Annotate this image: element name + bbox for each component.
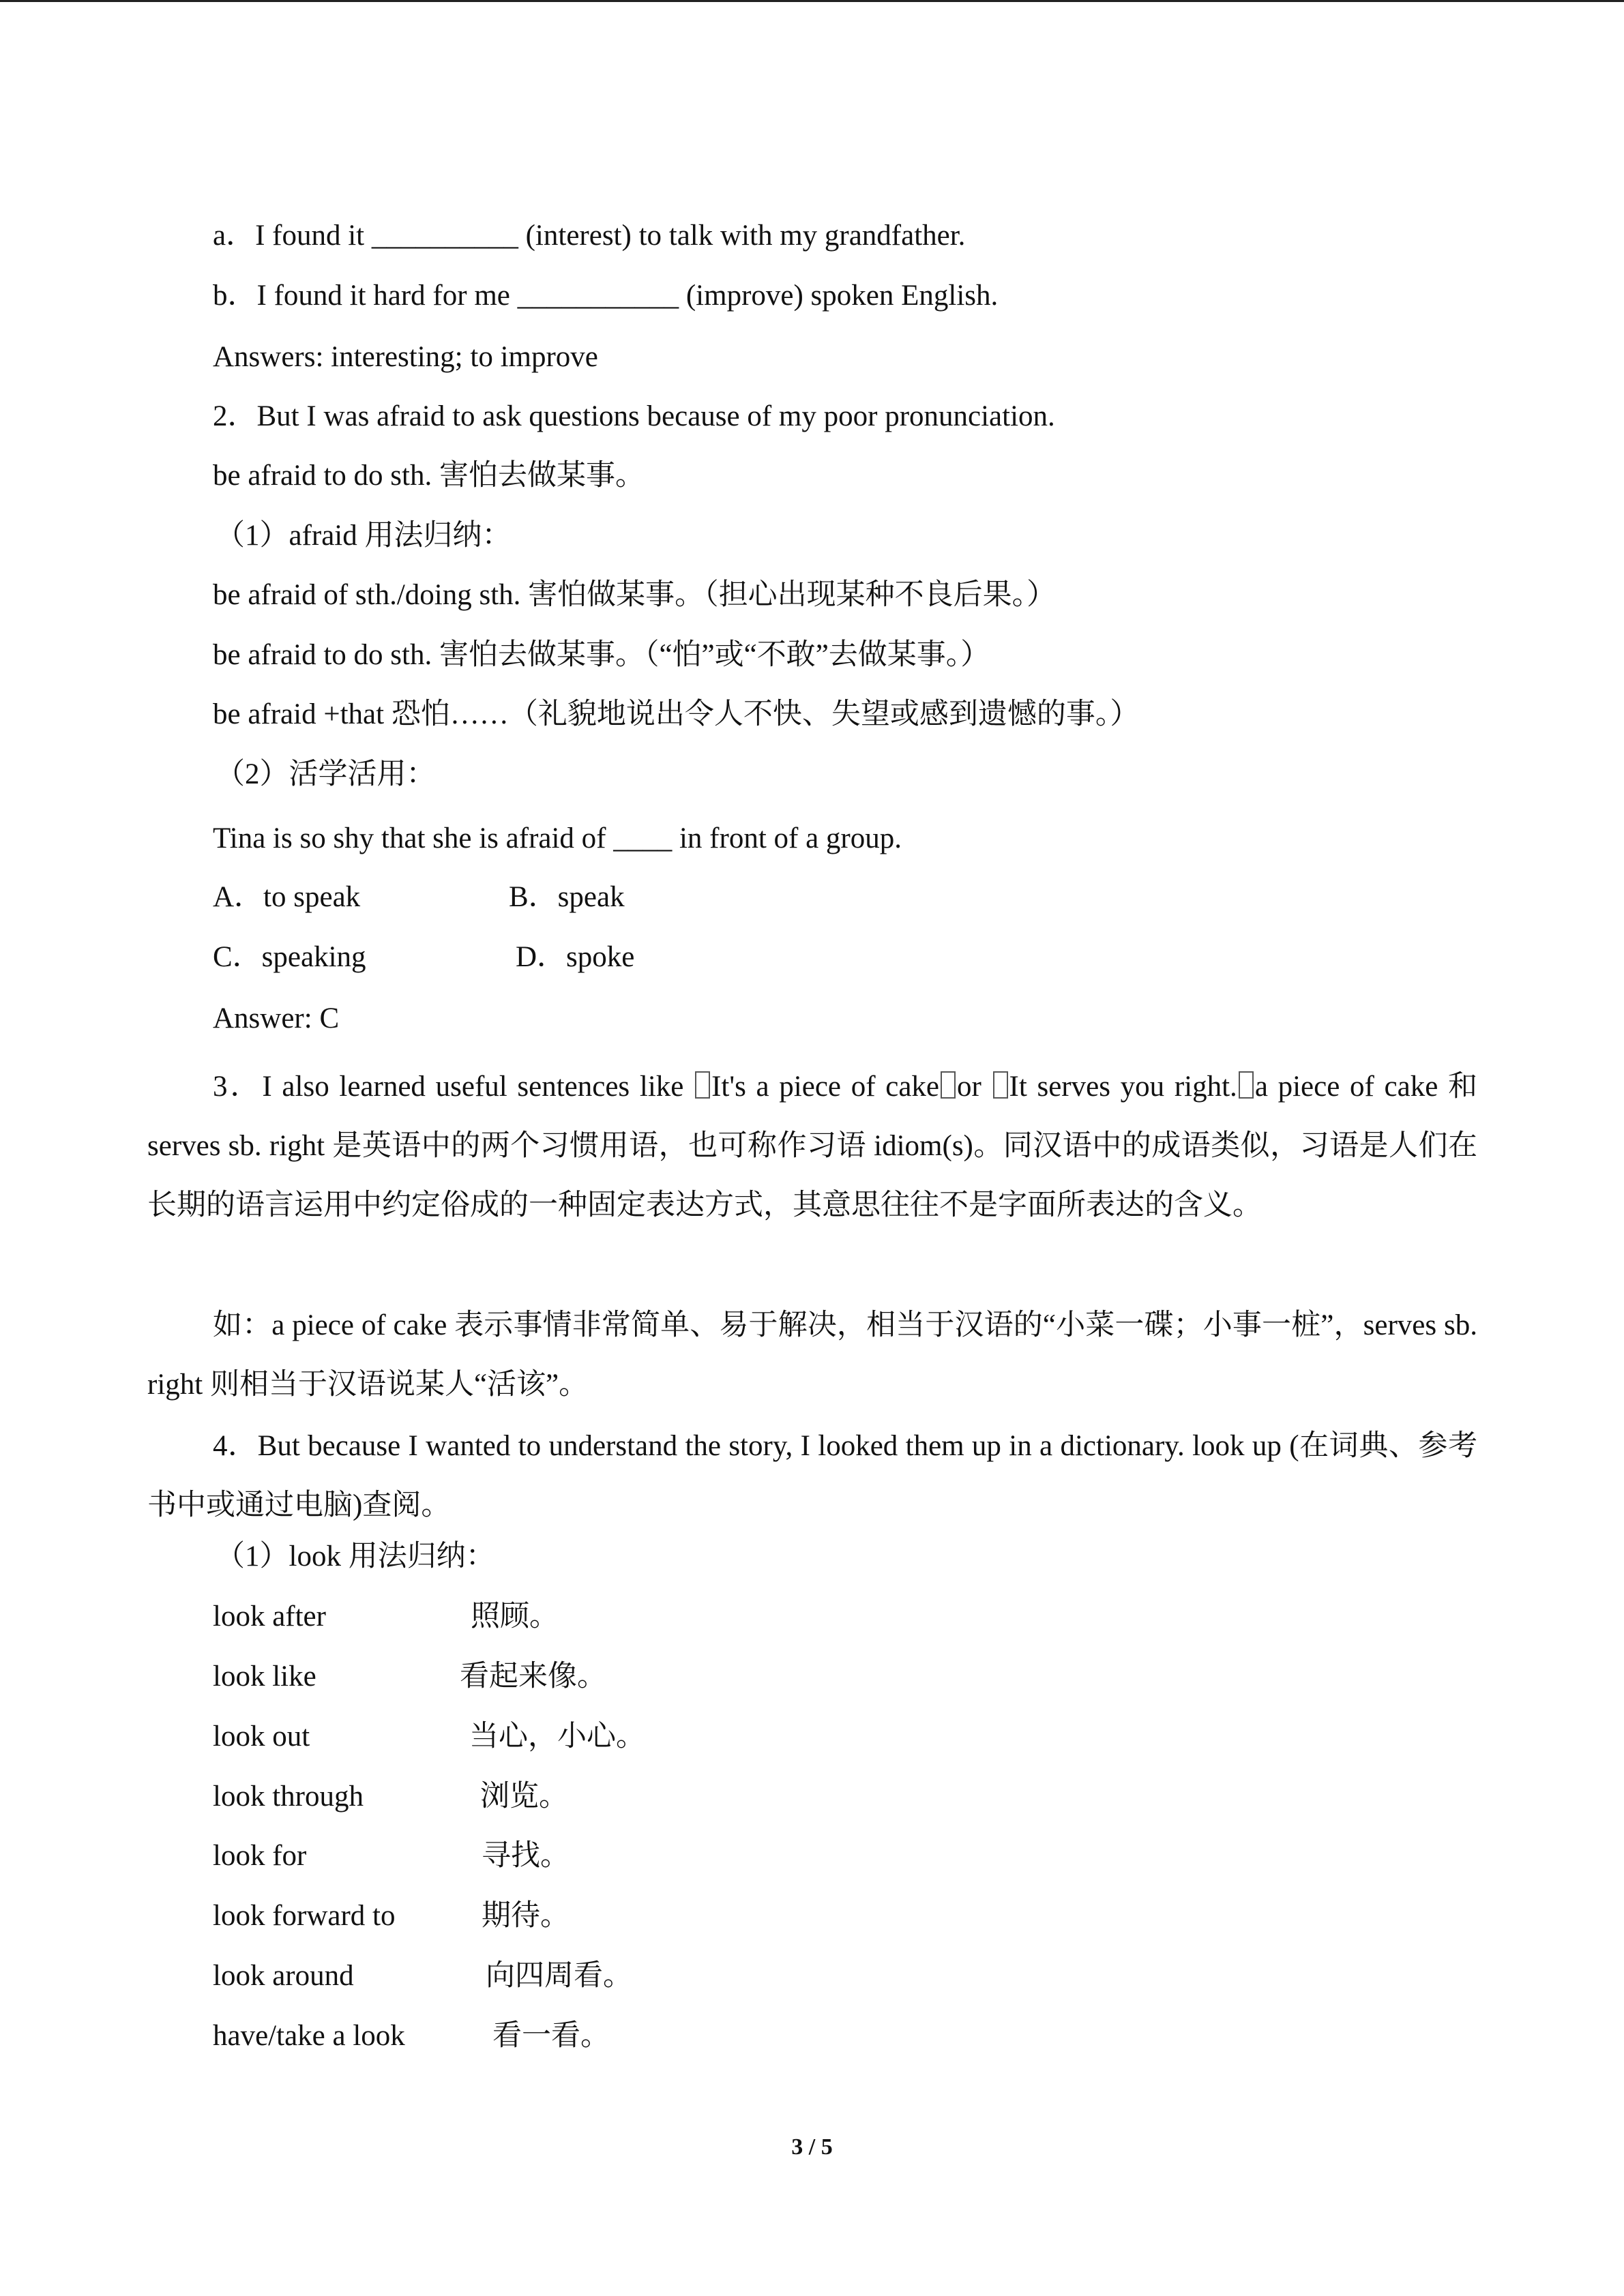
afraid-use-1: be afraid of sth./doing sth. 害怕做某事。（担心出现某种不良后果。） [213, 579, 1057, 611]
quiz-answer: Answer: C [213, 1002, 340, 1034]
point4-heading: （1）look 用法归纳： [216, 1540, 495, 1572]
page-number: 3 / 5 [791, 2134, 833, 2160]
option-d: D．spoke [516, 941, 635, 973]
phrase-7: have/take a look [213, 2020, 405, 2052]
meaning-0: 照顾。 [471, 1600, 559, 1632]
meaning-6: 向四周看。 [486, 1960, 632, 1992]
point3-example: 如：a piece of cake 表示事情非常简单、易于解决，相当于汉语的“小菜一碟；小事一桩”，serves sb. right 则相当于汉语说某人“活该”。 [147, 1309, 1477, 1401]
point4-sentence: 4．But because I wanted to understand the story, I looked them up in a dictionary. look up (在词典、参考书中或通过电脑)查阅。 [147, 1430, 1477, 1521]
point2-sentence: 2．But I was afraid to ask questions because of my poor pronunciation. [213, 400, 1055, 432]
exercise-b: b．I found it hard for me ___________ (improve) spoken English. [213, 280, 999, 312]
quiz-question: Tina is so shy that she is afraid of ____ in front of a group. [213, 822, 902, 854]
point3-rest: a piece of cake 和 serves sb. right 是英语中的两个习惯用语，也可称作习语 idiom(s)。同汉语中的成语类似，习语是人们在长期的语言运用中约定俗成的一种固定表达方式，其意思往往不是字面所表达的含义。 [147, 1071, 1477, 1221]
phrase-4: look for [213, 1840, 307, 1872]
missing-glyph-box [993, 1071, 1008, 1099]
point3-quote-1: It's a piece of cake [711, 1071, 939, 1103]
phrase-1: look like [213, 1660, 316, 1693]
point3-or: or [956, 1071, 992, 1103]
point2-heading2: （2）活学活用： [216, 758, 436, 790]
point3-intro: 3．I also learned useful sentences like [213, 1071, 694, 1103]
missing-glyph-box [941, 1071, 956, 1099]
phrase-5: look forward to [213, 1900, 396, 1932]
point2-phrase: be afraid to do sth. 害怕去做某事。 [213, 460, 645, 492]
option-a: A．to speak [213, 881, 361, 913]
missing-glyph-box [695, 1071, 710, 1099]
meaning-1: 看起来像。 [460, 1660, 606, 1693]
phrase-6: look around [213, 1960, 354, 1992]
option-c: C．speaking [213, 941, 366, 973]
phrase-2: look out [213, 1720, 310, 1753]
meaning-3: 浏览。 [480, 1780, 568, 1813]
point3-paragraph [147, 1057, 1477, 1235]
meaning-7: 看一看。 [492, 2020, 610, 2052]
afraid-use-2: be afraid to do sth. 害怕去做某事。（“怕”或“不敢”去做某事。） [213, 639, 990, 671]
missing-glyph-box [1239, 1071, 1254, 1099]
page-top-border [0, 0, 1624, 2]
answers-1: Answers: interesting; to improve [213, 341, 598, 373]
meaning-5: 期待。 [482, 1900, 570, 1932]
point3-quote-2: It serves you right. [1009, 1071, 1237, 1103]
phrase-3: look through [213, 1780, 364, 1813]
option-b: B．speak [509, 881, 625, 913]
afraid-use-3: be afraid +that 恐怕……（礼貌地说出令人不快、失望或感到遗憾的事。） [213, 698, 1140, 730]
point2-heading1: （1）afraid 用法归纳： [216, 520, 512, 552]
meaning-2: 当心，小心。 [469, 1720, 645, 1753]
phrase-0: look after [213, 1600, 326, 1632]
meaning-4: 寻找。 [482, 1840, 570, 1872]
exercise-a: a．I found it __________ (interest) to talk with my grandfather. [213, 220, 966, 252]
